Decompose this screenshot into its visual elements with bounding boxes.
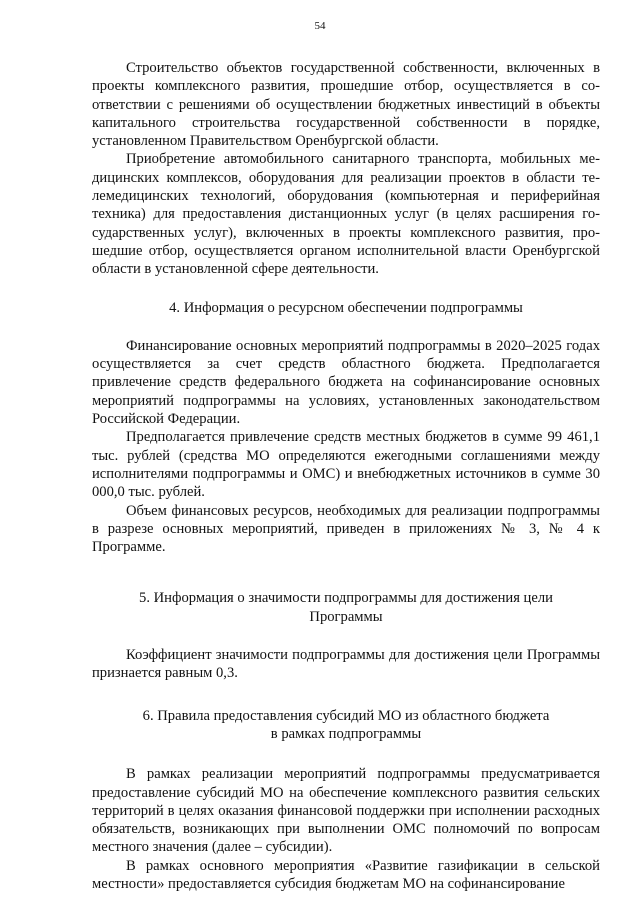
page-number: 54 <box>314 20 326 32</box>
section-5-heading-line-1: 5. Информация о значимости подпрограммы для достижения цели <box>139 590 553 607</box>
section-6-heading-line-1: 6. Правила предоставления субсидий МО из областного бюджета <box>142 707 550 724</box>
section-6-paragraph-subsidies: В рамках реализации мероприятий подпрограммы предусматривается предоставление субсидий МО на обеспечение комплексного развития сельских территорий в целях оказания финансовой поддержки при исполнении расходных обязательств, возникающих при выполнении ОМС полномочий по вопросам местного значения (далее – субсидии). <box>92 766 600 856</box>
section-6-heading-line-2: в рамках подпрограммы <box>270 725 422 742</box>
section-6-paragraph-gasification: В рамках основного мероприятия «Развитие газификации в сельской местности» предоставляется субсидия бюджетам МО на софинансирование <box>92 857 600 892</box>
section-5-heading <box>92 589 600 626</box>
section-4-paragraph-financing: Финансирование основных мероприятий подпрограммы в 2020–2025 годах осуществляется за счет средств областного бюджета. Предполагается привлечение средств федерального бюджета на софинансирование основных мероприятий подпрограммы на условиях, установленных законодательством Российской Федерации. <box>92 337 600 428</box>
intro-paragraph-transport: Приобретение автомобильного санитарного транспорта, мобильных медицинских комплексов, оборудования для реализации проектов в области телемедицинских технологий, оборудования (компьютерная и периферийная техника) для предоставления дистанционных услуг (в целях расширения государственных услуг), включенных в проекты комплексного развития, прошедшие отбор, осуществляется органом исполнительной власти Оренбургской области в установленной сфере деятельности. <box>92 151 600 278</box>
section-5-heading-line-2: Программы <box>309 608 383 625</box>
section-4-paragraph-volume: Объем финансовых ресурсов, необходимых для реализации подпрограммы в разрезе основных мероприятий, приведен в приложениях № 3, № 4 к Программе. <box>92 502 600 556</box>
section-5-paragraph-coefficient: Коэффициент значимости подпрограммы для достижения цели Программы признается равным 0,3. <box>92 647 600 682</box>
document-body <box>92 59 600 893</box>
intro-paragraph-construction: Строительство объектов государственной собственности, включенных в проекты комплексного развития, прошедшие отбор, осуществляется в соответствии с решениями об осуществлении бюджетных инвестиций в объекты капитального строительства государственной собственности в порядке, установленном Правительством Оренбургской области. <box>92 60 600 150</box>
section-4-paragraph-local-budgets: Предполагается привлечение средств местных бюджетов в сумме 99 461,1 тыс. рублей (средства МО определяются ежегодными соглашениями между исполнителями подпрограммы и ОМС) и внебюджетных источников в сумме 30 000,0 тыс. рублей. <box>92 429 600 501</box>
section-6-heading <box>92 707 600 744</box>
section-4-heading: 4. Информация о ресурсном обеспечении подпрограммы <box>169 299 523 316</box>
